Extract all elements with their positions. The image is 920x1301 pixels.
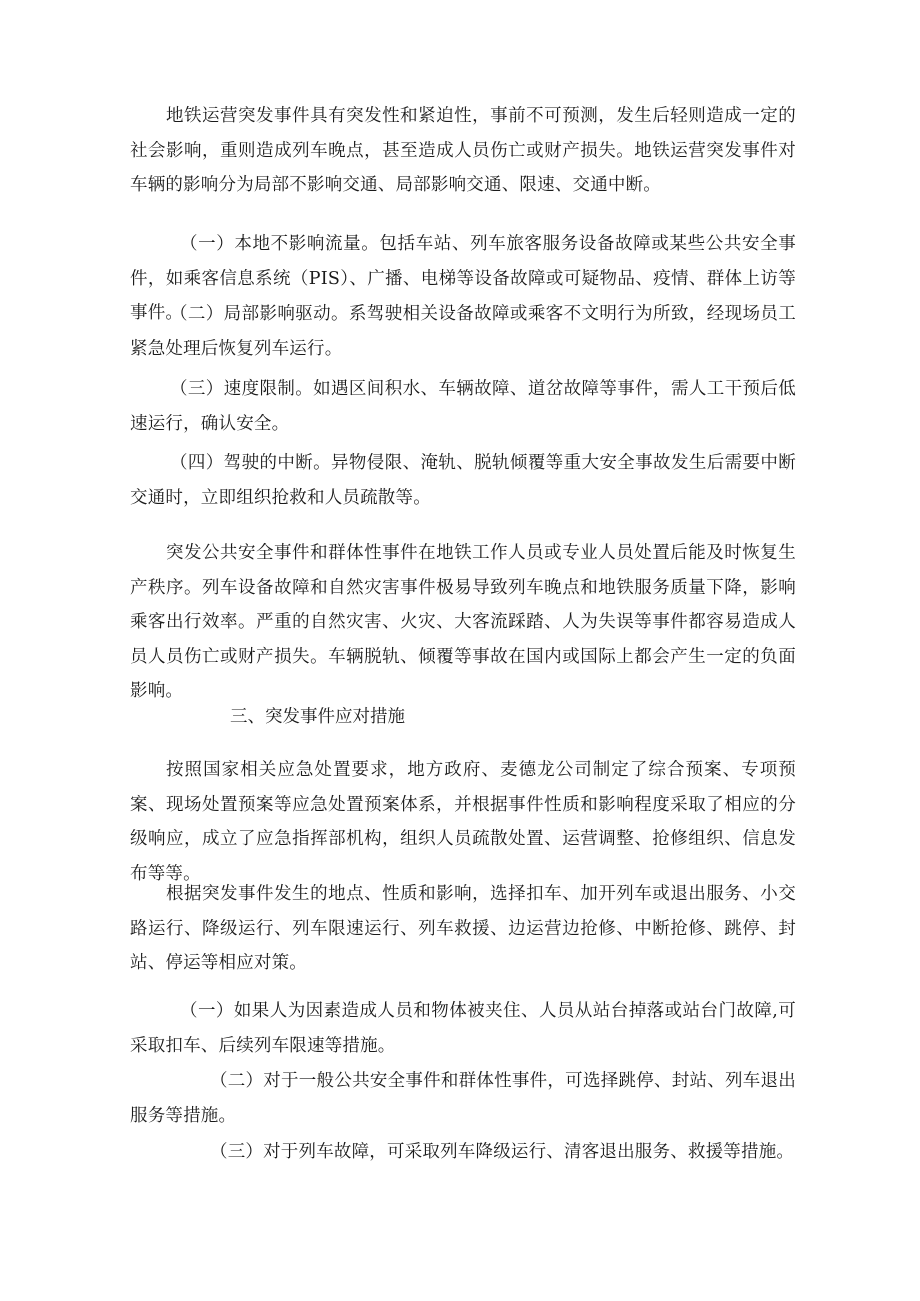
section-heading: 三、突发事件应对措施 bbox=[230, 707, 405, 727]
measure-item-2: （二）对于一般公共安全事件和群体性事件，可选择跳停、封站、列车退出服务等措施。 bbox=[130, 1071, 796, 1126]
measures-options-paragraph: 根据突发事件发生的地点、性质和影响，选择扣车、加开列车或退出服务、小交路运行、降级运行、列车限速运行、列车救援、边运营边抢修、中断抢修、跳停、封站、停运等相应对策。 bbox=[130, 884, 796, 973]
impact-item-2: （二）局部影响驱动。系驾驶相关设备故障或乘客不文明行为所致，经现场员工紧急处理后恢复列车运行。 bbox=[130, 304, 796, 359]
intro-paragraph: 地铁运营突发事件具有突发性和紧迫性，事前不可预测，发生后轻则造成一定的社会影响，重则造成列车晚点，甚至造成人员伤亡或财产损失。地铁运营突发事件对车辆的影响分为局部不影响交通、局部影响交通、限速、交通中断。 bbox=[130, 106, 796, 195]
impact-item-3: （三）速度限制。如遇区间积水、车辆故障、道岔故障等事件，需人工干预后低速运行，确认安全。 bbox=[130, 379, 796, 434]
consequences-paragraph: 突发公共安全事件和群体性事件在地铁工作人员或专业人员处置后能及时恢复生产秩序。列车设备故障和自然灾害事件极易导致列车晚点和地铁服务质量下降，影响乘客出行效率。严重的自然灾害、火灾、大客流踩踏、人为失误等事件都容易造成人员人员伤亡或财产损失。车辆脱轨、倾覆等事故在国内或国际上都会产生一定的负面影响。 bbox=[130, 543, 796, 701]
impact-item-4: （四）驾驶的中断。异物侵限、淹轨、脱轨倾覆等重大安全事故发生后需要中断交通时，立即组织抢救和人员疏散等。 bbox=[130, 453, 796, 508]
measure-item-3: （三）对于列车故障，可采取列车降级运行、清客退出服务、救援等措施。 bbox=[210, 1142, 795, 1162]
measures-intro-paragraph: 按照国家相关应急处置要求，地方政府、麦德龙公司制定了综合预案、专项预案、现场处置预案等应急处置预案体系，并根据事件性质和影响程度采取了相应的分级响应，成立了应急指挥部机构，组织人员疏散处置、运营调整、抢修组织、信息发布等等。 bbox=[130, 760, 796, 884]
measure-item-1: （一）如果人为因素造成人员和物体被夹住、人员从站台掉落或站台门故障,可采取扣车、后续列车限速等措施。 bbox=[130, 1001, 796, 1056]
impact-item-1: （一）本地不影响流量。包括车站、列车旅客服务设备故障或某些公共安全事件，如乘客信息系统（PIS）、广播、电梯等设备故障或可疑物品、疫情、群体上访等事件。 bbox=[130, 234, 796, 323]
